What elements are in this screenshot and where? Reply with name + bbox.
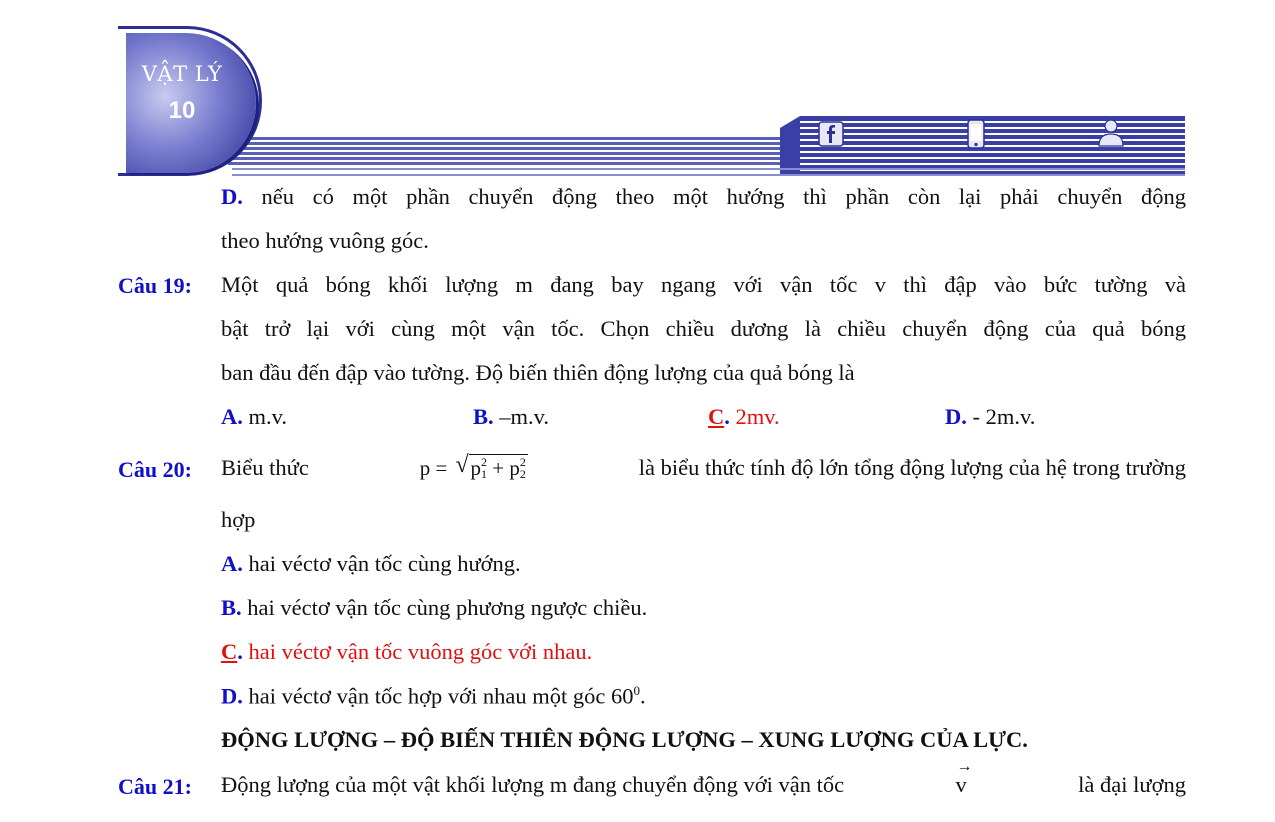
- option-text: hai véctơ vận tốc vuông góc với nhau.: [248, 639, 593, 664]
- formula-sub2: 2: [519, 467, 526, 481]
- option-text: hai véctơ vận tốc hợp với nhau một góc 60: [248, 683, 634, 709]
- option-letter: C: [708, 404, 725, 429]
- q21-line1: [221, 758, 1186, 798]
- section-heading: ĐỘNG LƯỢNG – ĐỘ BIẾN THIÊN ĐỘNG LƯỢNG – XUNG LƯỢNG CỦA LỰC.: [221, 727, 1028, 752]
- q21-pre: Động lượng của một vật khối lượng m đang chuyển động với vận tốc: [221, 772, 845, 797]
- q19-line1: Một quả bóng khối lượng m đang bay ngang với vận tốc v thì đập vào bức tường và: [221, 272, 1186, 297]
- formula-sub1: 1: [481, 467, 488, 481]
- degree-sup: 0: [633, 683, 640, 698]
- q20-pre: Biểu thức: [221, 455, 309, 480]
- formula-plus: +: [492, 456, 505, 480]
- velocity-vector: [955, 758, 973, 798]
- q19-label: Câu 19:: [118, 273, 192, 298]
- q20-option-d[interactable]: [221, 683, 646, 710]
- q19-option-c-correct[interactable]: [708, 404, 780, 430]
- option-text: - 2m.v.: [972, 404, 1036, 429]
- q20-post: là biểu thức tính độ lớn tổng động lượng của hệ trong trường: [638, 455, 1186, 480]
- formula-exp2: 2: [519, 455, 526, 469]
- option-letter: A.: [221, 551, 243, 576]
- option-letter: D.: [945, 404, 967, 429]
- q19-option-a[interactable]: [221, 404, 287, 430]
- formula-p1: p: [470, 456, 482, 480]
- q18-option-d-line1: [221, 184, 1186, 210]
- formula-lhs: p =: [419, 456, 448, 480]
- user-icon: [1096, 118, 1126, 148]
- momentum-formula: [420, 454, 528, 482]
- q19-line3: ban đầu đến đập vào tường. Độ biến thiên động lượng của quả bóng là: [221, 360, 855, 385]
- badge-number: 10: [168, 97, 196, 124]
- q20-option-c-correct[interactable]: [221, 639, 592, 665]
- option-text: nếu có một phần chuyển động theo một hướng thì phần còn lại phải chuyển động: [261, 184, 1186, 209]
- formula-exp1: 2: [481, 455, 488, 469]
- option-letter: C: [221, 639, 238, 664]
- q21-post: là đại lượng: [1078, 772, 1186, 797]
- vector-arrow: →: [956, 758, 973, 775]
- q19-line2: bật trở lại với cùng một vận tốc. Chọn chiều dương là chiều chuyển động của quả bóng: [221, 316, 1186, 341]
- q20-label: Câu 20:: [118, 457, 192, 482]
- phone-icon: [966, 119, 986, 149]
- option-dot: .: [237, 639, 243, 664]
- facebook-icon: [818, 121, 844, 147]
- q20-line1: [221, 454, 1186, 482]
- q18-option-d-line2: theo hướng vuông góc.: [221, 228, 429, 253]
- vector-symbol: v: [955, 772, 967, 797]
- formula-p2: p: [509, 456, 520, 480]
- q20-line2: hợp: [221, 507, 256, 532]
- option-text: 2mv.: [735, 404, 780, 429]
- option-text: m.v.: [248, 404, 288, 429]
- q20-option-a[interactable]: [221, 551, 521, 577]
- option-text: –m.v.: [499, 404, 550, 429]
- option-text: hai véctơ vận tốc cùng phương ngược chiều.: [247, 595, 648, 620]
- option-letter: B.: [221, 595, 242, 620]
- option-text: hai véctơ vận tốc cùng hướng.: [248, 551, 521, 576]
- formula-sqrt: [469, 454, 528, 482]
- q21-line2-cutoff: [221, 812, 541, 822]
- option-letter: D.: [221, 683, 243, 709]
- q19-option-b[interactable]: [473, 404, 549, 430]
- option-letter: A.: [221, 404, 243, 429]
- option-letter: D.: [221, 184, 243, 209]
- q19-option-d[interactable]: [945, 404, 1035, 430]
- q20-option-b[interactable]: [221, 595, 647, 621]
- option-end: .: [639, 683, 646, 709]
- option-letter: B.: [473, 404, 494, 429]
- badge-title: VẬT LÝ: [141, 62, 223, 86]
- q21-label: Câu 21:: [118, 774, 192, 799]
- page-header: [0, 0, 1275, 180]
- option-dot: .: [724, 404, 730, 429]
